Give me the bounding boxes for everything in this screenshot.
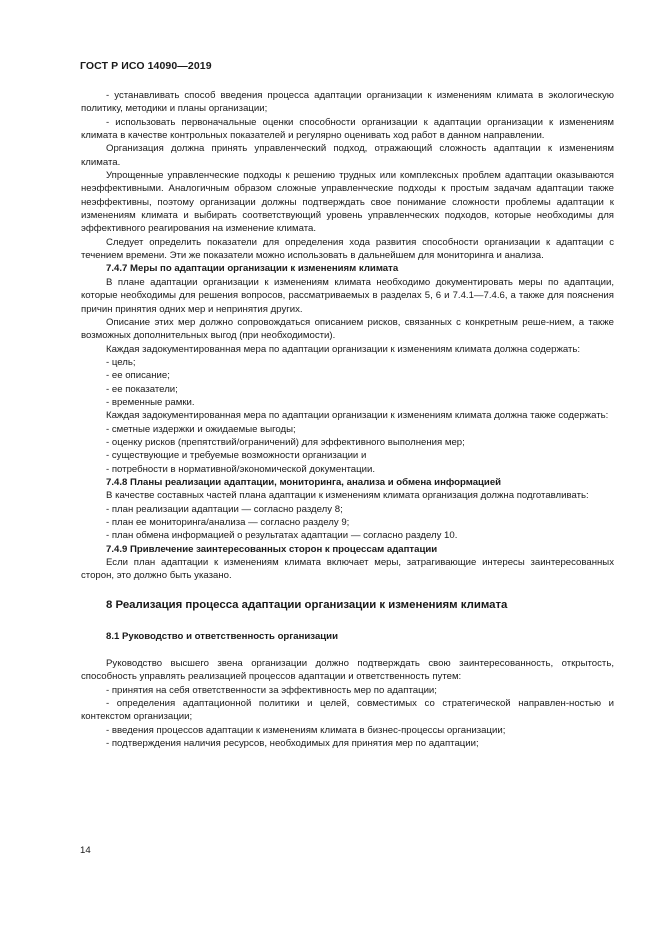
paragraph: Каждая задокументированная мера по адаптации организации к изменениям климата должна содержать:	[106, 343, 581, 355]
page-header-standard: ГОСТ Р ИСО 14090—2019	[80, 60, 212, 72]
list-item: - цель;	[106, 356, 136, 368]
list-item: - план обмена информацией о результатах адаптации — согласно разделу 10.	[106, 530, 458, 542]
paragraph: Каждая задокументированная мера по адаптации организации к изменениям климата должна также содержать:	[106, 410, 609, 422]
list-item: - ее описание;	[106, 370, 170, 382]
subsection-heading-7-4-9: 7.4.9 Привлечение заинтересованных сторон к процессам адаптации	[106, 543, 438, 555]
subsection-heading-7-4-8: 7.4.8 Планы реализации адаптации, мониторинга, анализа и обмена информацией	[106, 476, 502, 488]
page-number: 14	[80, 845, 91, 856]
document-body	[81, 89, 614, 750]
list-item: - существующие и требуемые возможности организации и	[106, 450, 367, 462]
list-item: - введения процессов адаптации к изменениям климата в бизнес-процессы организации;	[106, 724, 506, 736]
paragraph: В качестве составных частей плана адаптации к изменениям климата организация должна подготавливать:	[106, 490, 589, 502]
list-item: - устанавливать способ введения процесса адаптации организации к изменениям климата в экологическую политику, методики и планы организации;	[81, 90, 614, 115]
section-heading-8: 8 Реализация процесса адаптации организации к изменениям климата	[106, 598, 508, 611]
paragraph: Руководство высшего звена организации должно подтверждать свою заинтересованность, открытость, способность управлять реализацией процессов адаптации и ответственность путем:	[81, 658, 614, 683]
list-item: - потребности в нормативной/экономической документации.	[106, 463, 376, 475]
list-item: - план реализации адаптации — согласно разделу 8;	[106, 503, 343, 515]
paragraph: Если план адаптации к изменениям климата включает меры, затрагивающие интересы заинтересованных сторон, это должно быть указано.	[81, 557, 614, 582]
list-item: - использовать первоначальные оценки способности организации к адаптации организации к изменениям климата в качестве контрольных показателей и регулярно оценивать ход работ в данном направлении.	[81, 116, 614, 142]
subsection-heading-8-1: 8.1 Руководство и ответственность организации	[106, 630, 338, 642]
subsection-heading-7-4-7: 7.4.7 Меры по адаптации организации к изменениям климата	[106, 263, 399, 275]
list-item: - план ее мониторинга/анализа — согласно разделу 9;	[106, 517, 350, 528]
paragraph: Описание этих мер должно сопровождаться описанием рисков, связанных с конкретным реше-нием, а также возможных дополнительных выгод (при необходимости).	[81, 316, 614, 342]
list-item: - принятия на себя ответственности за эффективность мер по адаптации;	[106, 684, 437, 696]
list-item: - оценку рисков (препятствий/ограничений) для эффективного выполнения мер;	[106, 436, 465, 448]
list-item: - определения адаптационной политики и целей, совместимых со стратегической направлен-ностью и контекстом организации;	[81, 698, 614, 723]
list-item: - подтверждения наличия ресурсов, необходимых для принятия мер по адаптации;	[106, 738, 479, 750]
paragraph: Упрощенные управленческие подходы к решению трудных или комплексных проблем адаптации оказываются неэффективными. Аналогичным образом сложные управленческие подходы к простым задачам адаптации также неэффективны, поэтому организации должны подтверждать свое понимание сложности проблемы адаптации к изменениям климата и выбирать соответствующий уровень управленческих подходов, которые необходимы для эффективного реагирования на изменение климата.	[81, 170, 614, 235]
list-item: - ее показатели;	[106, 383, 178, 395]
paragraph: Организация должна принять управленческий подход, отражающий сложность адаптации к изменениям климата.	[81, 143, 614, 168]
list-item: - временные рамки.	[106, 396, 195, 408]
paragraph: В плане адаптации организации к изменениям климата необходимо документировать меры по адаптации, которые необходимы для решения вопросов, рассматриваемых в разделах 5, 6 и 7.4.1—7.4.6, а также для пояснения причин принятия одних мер и непринятия других.	[81, 276, 614, 315]
list-item: - сметные издержки и ожидаемые выгоды;	[106, 423, 296, 435]
paragraph: Следует определить показатели для определения хода развития способности организации к адаптации с течением времени. Эти же показатели можно использовать в дальнейшем для мониторинга и анализа.	[81, 236, 614, 262]
